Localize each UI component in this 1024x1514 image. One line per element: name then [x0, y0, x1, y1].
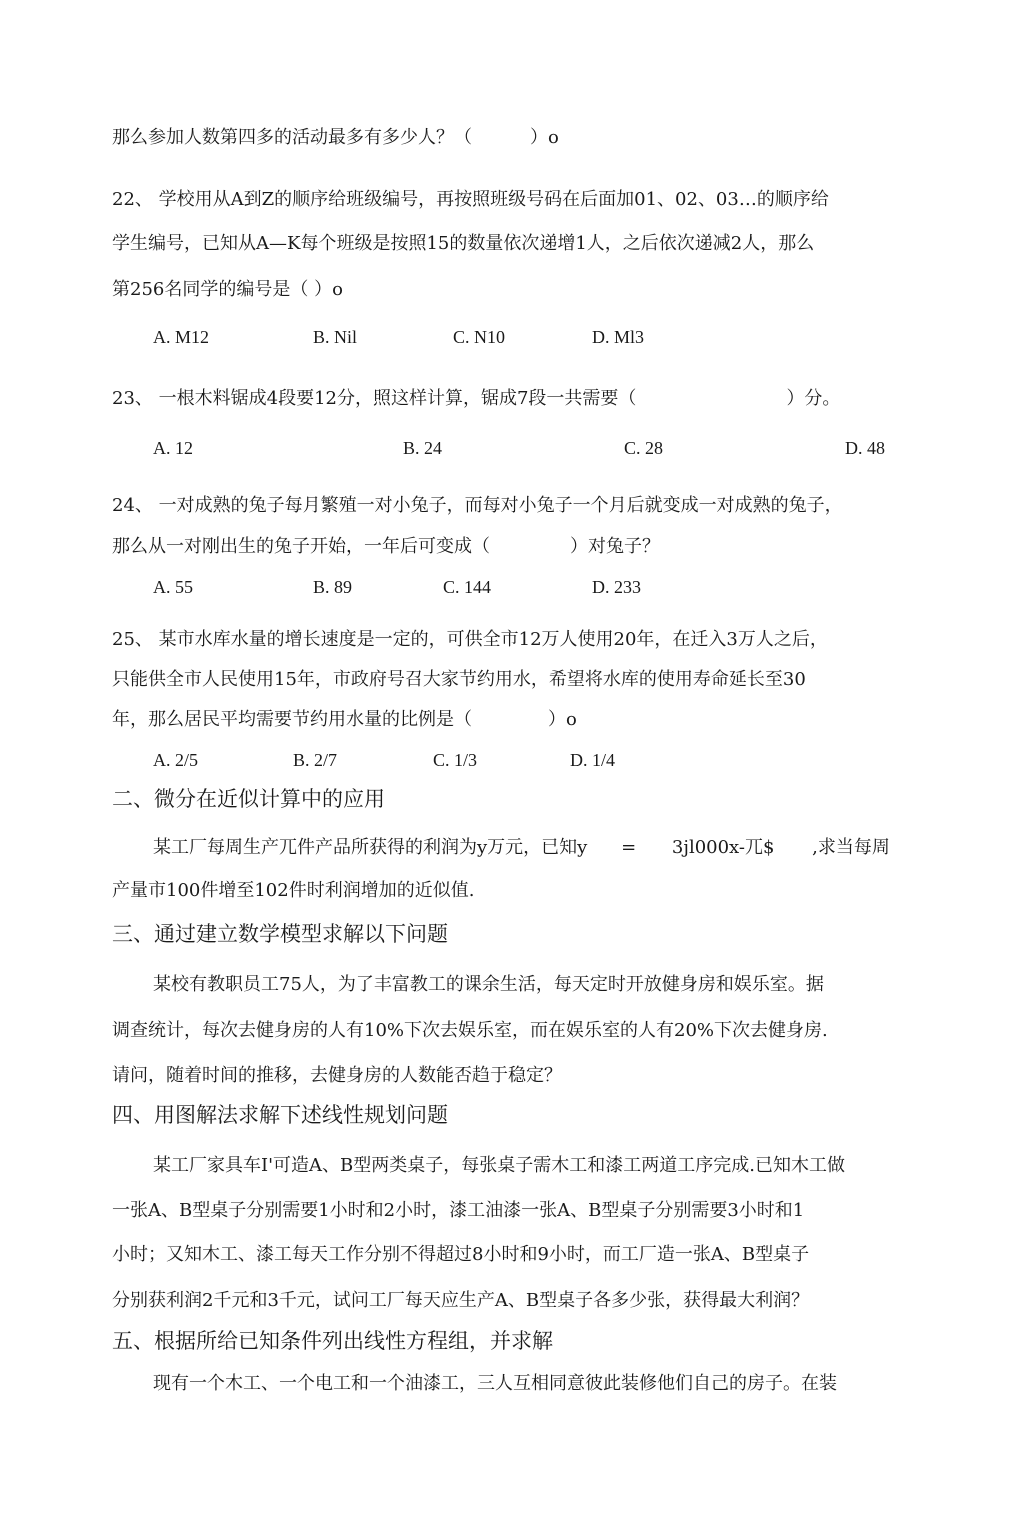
option-b: B. Nil	[313, 327, 358, 347]
question-22-line-1: 22、 学校用从A到Z的顺序给班级编号，再按照班级号码在后面加01、02、03…的顺序给	[112, 189, 829, 210]
question-24-text: 那么从一对刚出生的兔子开始，一年后可变成（	[112, 536, 490, 557]
option-c: C. 144	[443, 577, 492, 597]
section-2-text-end: ,求当每周	[812, 837, 890, 858]
question-25-options	[0, 748, 1024, 772]
section-3-paragraph-line-3: 请问，随着时间的推移，去健身房的人数能否趋于稳定？	[112, 1065, 562, 1086]
option-c: C. 1/3	[433, 750, 478, 770]
question-23-options	[0, 436, 1024, 460]
section-5-paragraph-line-1: 现有一个木工、一个电工和一个油漆工，三人互相同意彼此装修他们自己的房子。在装	[153, 1373, 837, 1394]
question-21-end: ）o	[530, 127, 559, 148]
question-23	[112, 387, 840, 411]
option-d: D. 1/4	[570, 750, 615, 770]
option-c: C. N10	[453, 327, 506, 347]
question-24-end: ）对兔子？	[570, 536, 660, 557]
option-a: A. M12	[153, 327, 210, 347]
profit-formula: 3jl000x-兀$	[671, 837, 775, 858]
question-22-line-3: 第256名同学的编号是（ ）o	[112, 279, 343, 300]
option-d: D. 233	[592, 577, 641, 597]
section-4-paragraph-line-1: 某工厂家具车I'可造A、B型两类桌子，每张桌子需木工和漆工两道工序完成.已知木工做	[153, 1155, 846, 1176]
question-22-options	[0, 325, 1024, 349]
question-21-tail	[112, 126, 559, 150]
question-25-line-3	[112, 708, 577, 732]
option-c: C. 28	[624, 438, 664, 458]
option-b: B. 89	[313, 577, 353, 597]
section-4-paragraph-line-4: 分别获利润2千元和3千元，试问工厂每天应生产A、B型桌子各多少张，获得最大利润？	[112, 1290, 810, 1311]
option-d: D. Ml3	[592, 327, 645, 347]
question-24-line-1: 24、 一对成熟的兔子每月繁殖一对小兔子，而每对小兔子一个月后就变成一对成熟的兔子，	[112, 495, 843, 516]
section-2-paragraph-line-1	[153, 836, 890, 860]
equals-sign: =	[621, 837, 637, 858]
question-23-text: 23、 一根木料锯成4段要12分，照这样计算，锯成7段一共需要（	[112, 388, 637, 409]
question-23-end: ）分。	[786, 388, 841, 409]
option-b: B. 2/7	[293, 750, 338, 770]
option-b: B. 24	[403, 438, 443, 458]
section-4-paragraph-line-2: 一张A、B型桌子分别需要1小时和2小时，漆工油漆一张A、B型桌子分别需要3小时和1	[112, 1200, 805, 1221]
question-24-line-2	[112, 535, 660, 559]
question-25-line-2: 只能供全市人民使用15年，市政府号召大家节约用水，希望将水库的使用寿命延长至30	[112, 669, 806, 690]
section-5-heading: 五、根据所给已知条件列出线性方程组，并求解	[112, 1329, 553, 1353]
question-21-text: 那么参加人数第四多的活动最多有多少人？（	[112, 127, 472, 148]
section-3-paragraph-line-2: 调查统计，每次去健身房的人有10%下次去娱乐室，而在娱乐室的人有20%下次去健身房.	[112, 1020, 828, 1041]
question-25-line-1: 25、 某市水库水量的增长速度是一定的，可供全市12万人使用20年，在迁入3万人之后，	[112, 629, 828, 650]
section-3-paragraph-line-1: 某校有教职员工75人，为了丰富教工的课余生活，每天定时开放健身房和娱乐室。据	[153, 974, 824, 995]
option-a: A. 55	[153, 577, 193, 597]
section-3-heading: 三、通过建立数学模型求解以下问题	[112, 922, 448, 946]
question-25-text: 年，那么居民平均需要节约用水量的比例是（	[112, 709, 472, 730]
section-2-paragraph-line-2: 产量市100件增至102件时利润增加的近似值.	[112, 880, 475, 901]
question-22-line-2: 学生编号，已知从A—K每个班级是按照15的数量依次递增1人，之后依次递减2人，那么	[112, 233, 815, 254]
section-4-heading: 四、用图解法求解下述线性规划问题	[112, 1103, 448, 1127]
question-25-end: ）o	[548, 709, 577, 730]
question-24-options	[0, 575, 1024, 599]
option-d: D. 48	[845, 438, 885, 458]
section-4-paragraph-line-3: 小时；又知木工、漆工每天工作分别不得超过8小时和9小时，而工厂造一张A、B型桌子	[112, 1244, 810, 1265]
section-2-text: 某工厂每周生产兀件产品所获得的利润为y万元，已知y	[153, 837, 588, 858]
option-a: A. 2/5	[153, 750, 198, 770]
option-a: A. 12	[153, 438, 193, 458]
section-2-heading: 二、微分在近似计算中的应用	[112, 787, 385, 811]
